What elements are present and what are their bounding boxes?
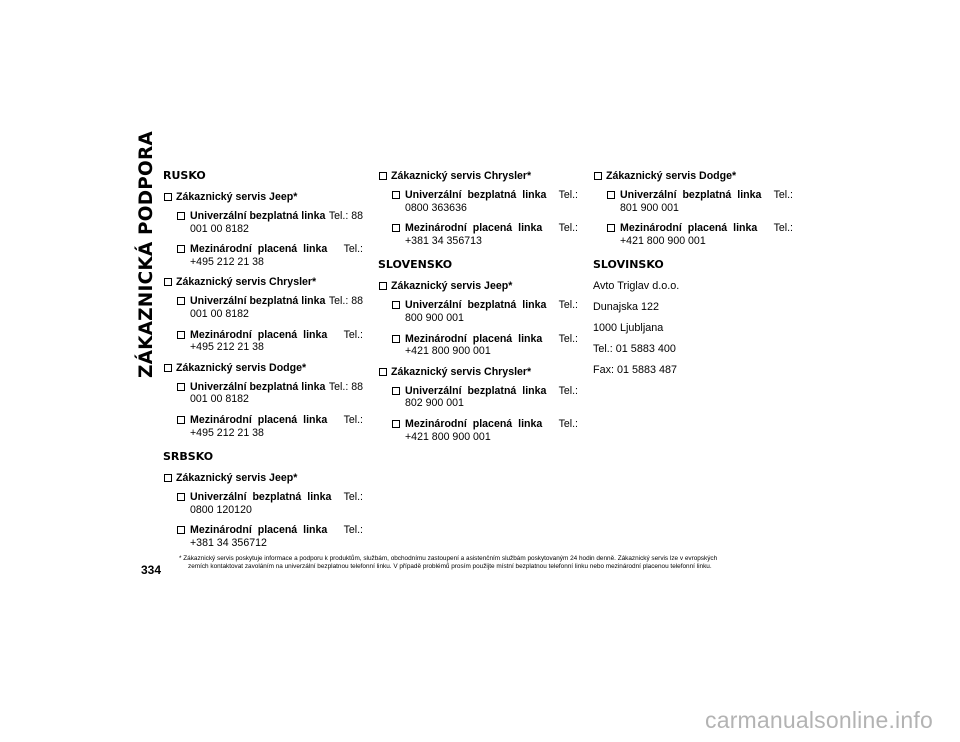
phone-line-row [405,333,578,346]
service-heading [378,170,578,184]
phone-number: +381 34 356713 [405,234,482,247]
phone-tel-label: Tel.: [558,222,578,235]
phone-number: +495 212 21 38 [190,426,264,439]
phone-number: 802 900 001 [405,397,464,410]
checkbox-icon [392,335,400,343]
address-line: Dunajska 122 [593,301,660,314]
phone-number: 001 00 8182 [190,222,249,235]
checkbox-icon [607,191,615,199]
checkbox-icon [177,383,185,391]
phone-line-row [405,385,578,398]
phone-tel-label: Tel.: [558,384,578,397]
column-1 [163,170,363,558]
address-line: 1000 Ljubljana [593,322,664,335]
phone-number: +421 800 900 001 [405,430,491,443]
service-heading [378,366,578,380]
phone-line-label: Univerzální bezplatná linka [190,210,326,222]
phone-tel-label: Tel.: [343,413,363,426]
service-heading [163,472,363,486]
phone-line-item [163,243,363,268]
phone-line-row [190,295,363,308]
service-label: Zákaznický servis Dodge* [176,361,307,374]
phone-tel-label: Tel.: 88 [328,295,363,308]
phone-line-item [163,381,363,406]
checkbox-icon [392,301,400,309]
service-label: Zákaznický servis Jeep* [391,280,513,293]
service-label: Zákaznický servis Chrysler* [176,276,317,289]
section-heading: SLOVINSKO [593,258,664,272]
phone-line-item [378,385,578,410]
phone-tel-label: Tel.: 88 [328,380,363,393]
phone-tel-label: Tel.: [343,243,363,256]
phone-line-label: Mezinárodní placená linka [405,417,543,430]
phone-line-label: Univerzální bezplatná linka [190,295,326,308]
checkbox-icon [379,172,387,180]
checkbox-icon [164,278,172,286]
column-2 [378,170,578,451]
address-line: Fax: 01 5883 487 [593,363,678,376]
phone-line-item [163,414,363,439]
phone-line-item [378,222,578,247]
phone-line-item [378,333,578,358]
column-3 [593,170,793,385]
phone-line-row [190,329,363,342]
side-title: ZÁKAZNICKÁ PODPORA [136,131,157,378]
checkbox-icon [164,364,172,372]
phone-number: +421 800 900 001 [405,345,491,358]
phone-line-item [378,418,578,443]
phone-tel-label: Tel.: [773,189,793,201]
phone-number: +495 212 21 38 [190,255,264,268]
section-heading: SLOVENSKO [378,258,453,272]
phone-line-label: Univerzální bezplatná linka [190,491,332,504]
page-number: 334 [141,563,162,577]
section-heading: SRBSKO [163,450,214,464]
service-label: Zákaznický servis Jeep* [176,472,298,485]
phone-line-row [405,189,578,202]
phone-tel-label: Tel.: [773,222,793,235]
phone-number: 800 900 001 [405,311,464,324]
checkbox-icon [392,191,400,199]
phone-tel-label: Tel.: [343,524,363,537]
checkbox-icon [392,420,400,428]
phone-line-label: Univerzální bezplatná linka [405,384,547,397]
checkbox-icon [392,387,400,395]
service-heading [163,191,363,205]
phone-line-item [593,189,793,214]
phone-tel-label: Tel.: [558,332,578,345]
phone-number: +495 212 21 38 [190,341,264,354]
phone-line-label: Univerzální bezplatná linka [405,189,547,201]
service-label: Zákaznický servis Chrysler* [391,365,532,378]
phone-line-label: Mezinárodní placená linka [405,332,543,345]
phone-line-label: Mezinárodní placená linka [405,222,543,235]
footnote [179,555,799,570]
phone-tel-label: Tel.: [558,417,578,430]
footnote-line-2: zemích kontaktovat zavoláním na univerzální bezplatnou telefonní linku. V případě problémů prosím použijte místní bezplatnou telefonní linku nebo mezinárodní placenou telefonní linku. [188,562,712,570]
phone-line-label: Univerzální bezplatná linka [190,380,326,393]
section-heading: RUSKO [163,169,206,182]
phone-number: 0800 363636 [405,201,467,214]
service-heading [163,276,363,290]
phone-line-row [190,414,363,427]
phone-line-label: Mezinárodní placená linka [190,524,328,537]
phone-line-row [405,418,578,431]
service-heading [163,362,363,376]
phone-line-label: Univerzální bezplatná linka [405,299,547,312]
phone-line-item [378,189,578,214]
phone-line-row [190,524,363,537]
phone-number: +381 34 356712 [190,536,267,549]
service-label: Zákaznický servis Dodge* [606,170,737,182]
checkbox-icon [177,493,185,501]
phone-line-row [190,381,363,394]
checkbox-icon [177,526,185,534]
phone-line-item [163,210,363,235]
phone-line-item [163,295,363,320]
service-label: Zákaznický servis Chrysler* [391,170,532,182]
phone-tel-label: Tel.: [558,299,578,312]
service-heading [378,280,578,294]
phone-tel-label: Tel.: [343,328,363,341]
phone-line-row [190,491,363,504]
checkbox-icon [379,282,387,290]
phone-number: +421 800 900 001 [620,234,706,247]
phone-number: 0800 120120 [190,503,252,516]
phone-tel-label: Tel.: 88 [328,210,363,222]
phone-number: 001 00 8182 [190,307,249,320]
checkbox-icon [177,212,185,220]
checkbox-icon [607,224,615,232]
checkbox-icon [177,331,185,339]
phone-line-label: Mezinárodní placená linka [190,413,328,426]
checkbox-icon [177,297,185,305]
checkbox-icon [594,172,602,180]
phone-line-label: Mezinárodní placená linka [190,328,328,341]
footnote-line-1: * Zákaznický servis poskytuje informace a podporu k produktům, službám, obchodnímu zastoupení a asistenčním službám poskytovaným 24 hodin denně. Zákaznický servis lze v evropských [179,555,718,562]
phone-line-row [405,299,578,312]
phone-tel-label: Tel.: [343,491,363,504]
phone-line-row [190,243,363,256]
checkbox-icon [164,193,172,201]
phone-line-item [163,524,363,549]
phone-line-item [163,329,363,354]
phone-line-item [378,299,578,324]
phone-number: 001 00 8182 [190,393,249,406]
checkbox-icon [392,224,400,232]
checkbox-icon [379,368,387,376]
phone-number: 801 900 001 [620,201,679,214]
service-label: Zákaznický servis Jeep* [176,191,298,203]
checkbox-icon [177,245,185,253]
phone-tel-label: Tel.: [558,189,578,201]
checkbox-icon [177,416,185,424]
phone-line-item [163,491,363,516]
phone-line-label: Mezinárodní placená linka [190,243,328,256]
checkbox-icon [164,474,172,482]
address-line: Avto Triglav d.o.o. [593,280,680,293]
phone-line-row [620,189,793,202]
phone-line-label: Univerzální bezplatná linka [620,189,762,201]
phone-line-item [593,222,793,247]
service-heading [593,170,793,184]
phone-line-row [405,222,578,235]
phone-line-row [620,222,793,235]
phone-line-row [190,210,363,223]
watermark[interactable]: carmanualsonline.info [705,707,933,733]
phone-line-label: Mezinárodní placená linka [620,222,758,235]
address-line: Tel.: 01 5883 400 [593,343,676,356]
